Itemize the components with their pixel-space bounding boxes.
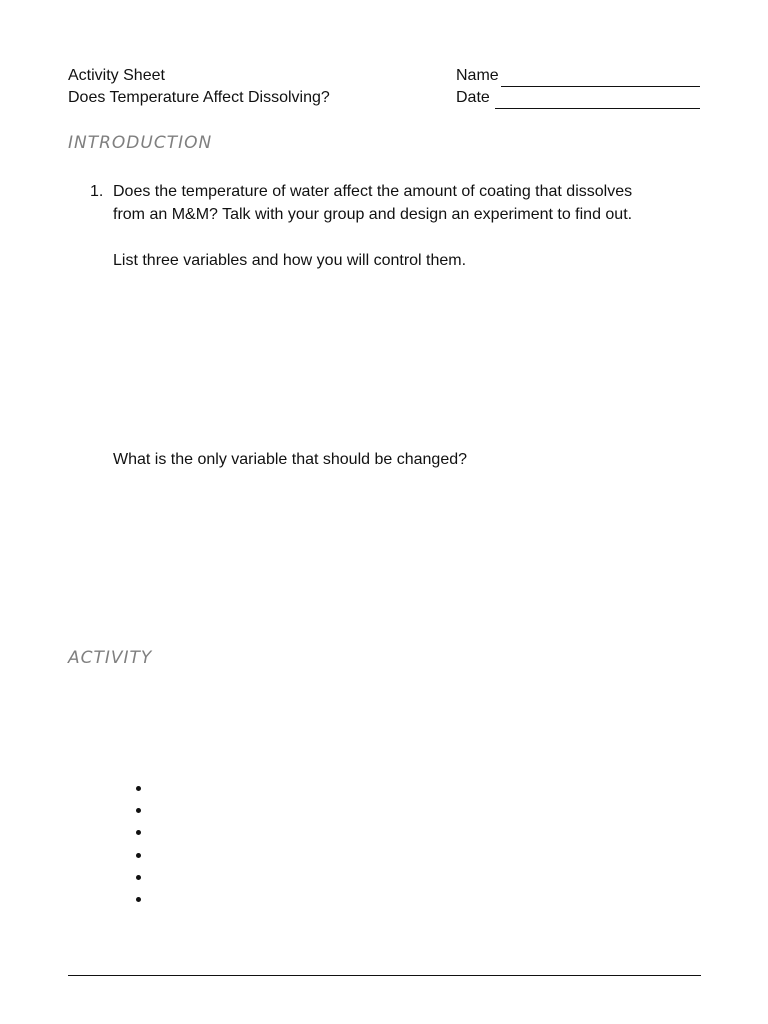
name-label: Name [456, 67, 499, 84]
sheet-subtitle: Does Temperature Affect Dissolving? [68, 89, 330, 106]
question-number: 1. [90, 183, 104, 200]
activity-heading: ACTIVITY [68, 648, 153, 668]
bullet-dot-icon [136, 897, 141, 902]
question-text [113, 180, 690, 226]
date-label: Date [456, 89, 490, 106]
date-field[interactable] [456, 87, 700, 109]
bullet-dot-icon [136, 830, 141, 835]
question-1 [90, 180, 690, 226]
bullet-dot-icon [136, 875, 141, 880]
bullet-dot-icon [136, 853, 141, 858]
introduction-heading: INTRODUCTION [68, 133, 213, 153]
name-field[interactable] [456, 65, 700, 87]
date-blank-line[interactable] [495, 90, 700, 109]
name-blank-line[interactable] [501, 68, 700, 87]
footer-divider [68, 975, 701, 976]
document-header-left [68, 65, 330, 109]
bullet-dot-icon [136, 808, 141, 813]
prompt-changed-variable: What is the only variable that should be changed? [113, 451, 468, 468]
question-line-2: from an M&M? Talk with your group and design an experiment to find out. [113, 206, 633, 223]
sheet-title: Activity Sheet [68, 67, 165, 84]
question-line-1: Does the temperature of water affect the amount of coating that dissolves [113, 183, 633, 200]
prompt-list-variables: List three variables and how you will control them. [113, 252, 467, 269]
document-header-right [456, 65, 700, 109]
bullet-dot-icon [136, 786, 141, 791]
